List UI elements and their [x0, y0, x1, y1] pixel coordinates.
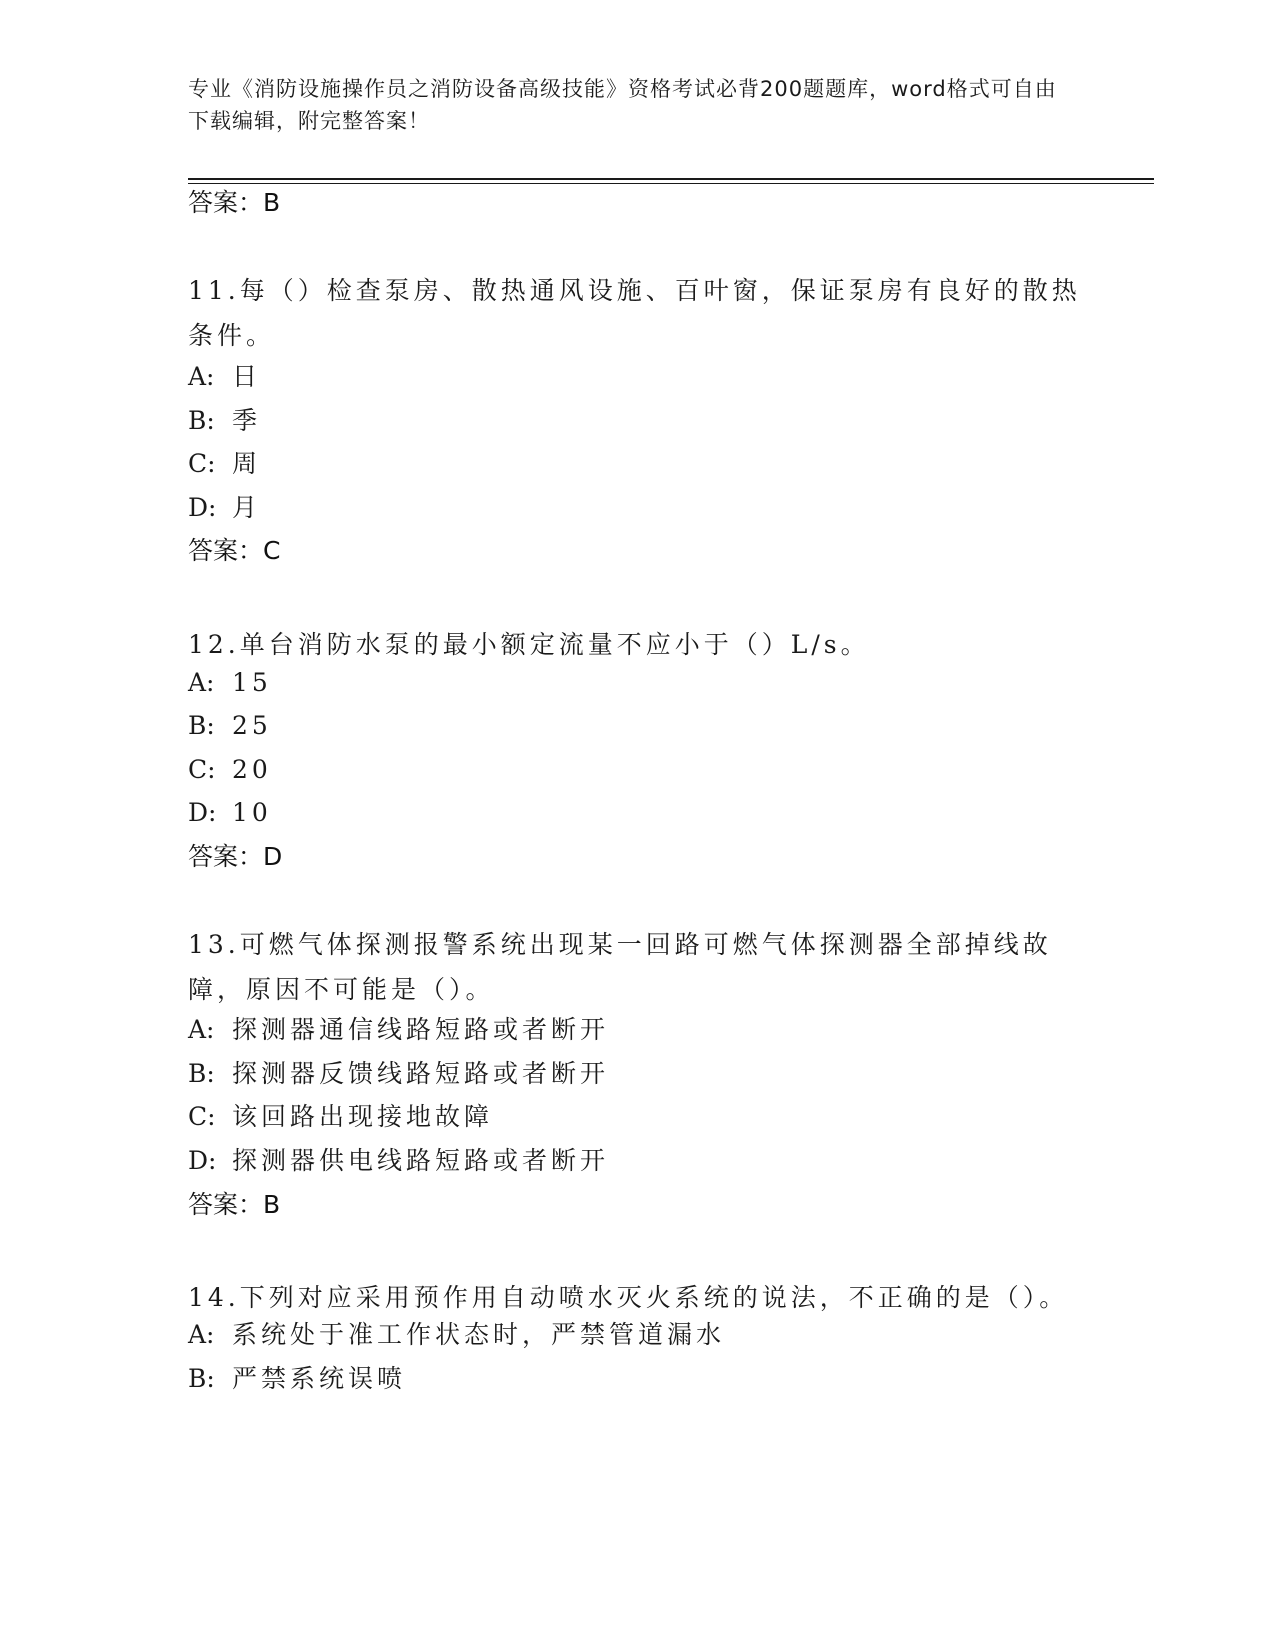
- option-text: 系统处于准工作状态时，严禁管道漏水: [232, 1320, 726, 1349]
- option-text: 日: [232, 362, 262, 391]
- header-divider-thick: [188, 178, 1154, 180]
- question-11-stem: 11.每（）检查泵房、散热通风设施、百叶窗，保证泵房有良好的散热条件。: [188, 276, 1081, 350]
- option-label: A:: [188, 1015, 215, 1044]
- option-label: A:: [188, 362, 215, 391]
- option-text: 20: [232, 755, 272, 784]
- question-12-option-d: [188, 796, 272, 830]
- question-11-option-c: [188, 447, 261, 481]
- question-13-stem: 13.可燃气体探测报警系统出现某一回路可燃气体探测器全部掉线故障，原因不可能是（）。: [188, 930, 1052, 1004]
- question-12-answer: 答案：D: [188, 842, 283, 871]
- option-label: B:: [188, 1364, 215, 1393]
- question-14-stem: 14.下列对应采用预作用自动喷水灭火系统的说法，不正确的是（）。: [188, 1283, 1069, 1312]
- question-12-option-a: [188, 666, 272, 700]
- option-text: 周: [232, 449, 262, 478]
- question-11-answer: 答案：C: [188, 536, 281, 565]
- question-14-option-b: [188, 1362, 406, 1396]
- question-12-option-c: [188, 753, 272, 787]
- option-label: B:: [188, 1059, 215, 1088]
- answer-prev: 答案：B: [188, 188, 281, 217]
- option-label: C:: [188, 449, 216, 478]
- option-label: C:: [188, 755, 216, 784]
- question-13-answer: 答案：B: [188, 1190, 281, 1219]
- option-label: C:: [188, 1102, 216, 1131]
- option-text: 该回路出现接地故障: [232, 1102, 494, 1131]
- option-text: 10: [232, 798, 272, 827]
- option-text: 严禁系统误喷: [232, 1364, 407, 1393]
- option-label: D:: [188, 493, 217, 522]
- option-label: A:: [188, 1320, 215, 1349]
- option-text: 探测器反馈线路短路或者断开: [232, 1059, 610, 1088]
- option-text: 探测器供电线路短路或者断开: [232, 1146, 610, 1175]
- question-14-option-a: [188, 1318, 725, 1352]
- option-label: B:: [188, 406, 215, 435]
- header-divider-thin: [188, 183, 1154, 184]
- option-label: A:: [188, 668, 215, 697]
- option-label: D:: [188, 1146, 217, 1175]
- question-13-option-b: [188, 1057, 609, 1091]
- option-text: 25: [232, 711, 272, 740]
- question-13-option-c: [188, 1100, 493, 1134]
- question-11-option-b: [188, 404, 261, 438]
- option-label: D:: [188, 798, 217, 827]
- option-text: 月: [232, 493, 262, 522]
- option-text: 探测器通信线路短路或者断开: [232, 1015, 610, 1044]
- question-12-option-b: [188, 709, 272, 743]
- option-text: 15: [232, 668, 272, 697]
- question-11-option-d: [188, 491, 261, 525]
- option-label: B:: [188, 711, 215, 740]
- question-11-option-a: [188, 360, 261, 394]
- question-13-option-a: [188, 1013, 609, 1047]
- question-13-option-d: [188, 1144, 609, 1178]
- option-text: 季: [232, 406, 262, 435]
- question-12-stem: 12.单台消防水泵的最小额定流量不应小于（）L/s。: [188, 630, 870, 659]
- document-header: 专业《消防设施操作员之消防设备高级技能》资格考试必背200题题库，word格式可自由下载编辑，附完整答案！: [188, 77, 1057, 133]
